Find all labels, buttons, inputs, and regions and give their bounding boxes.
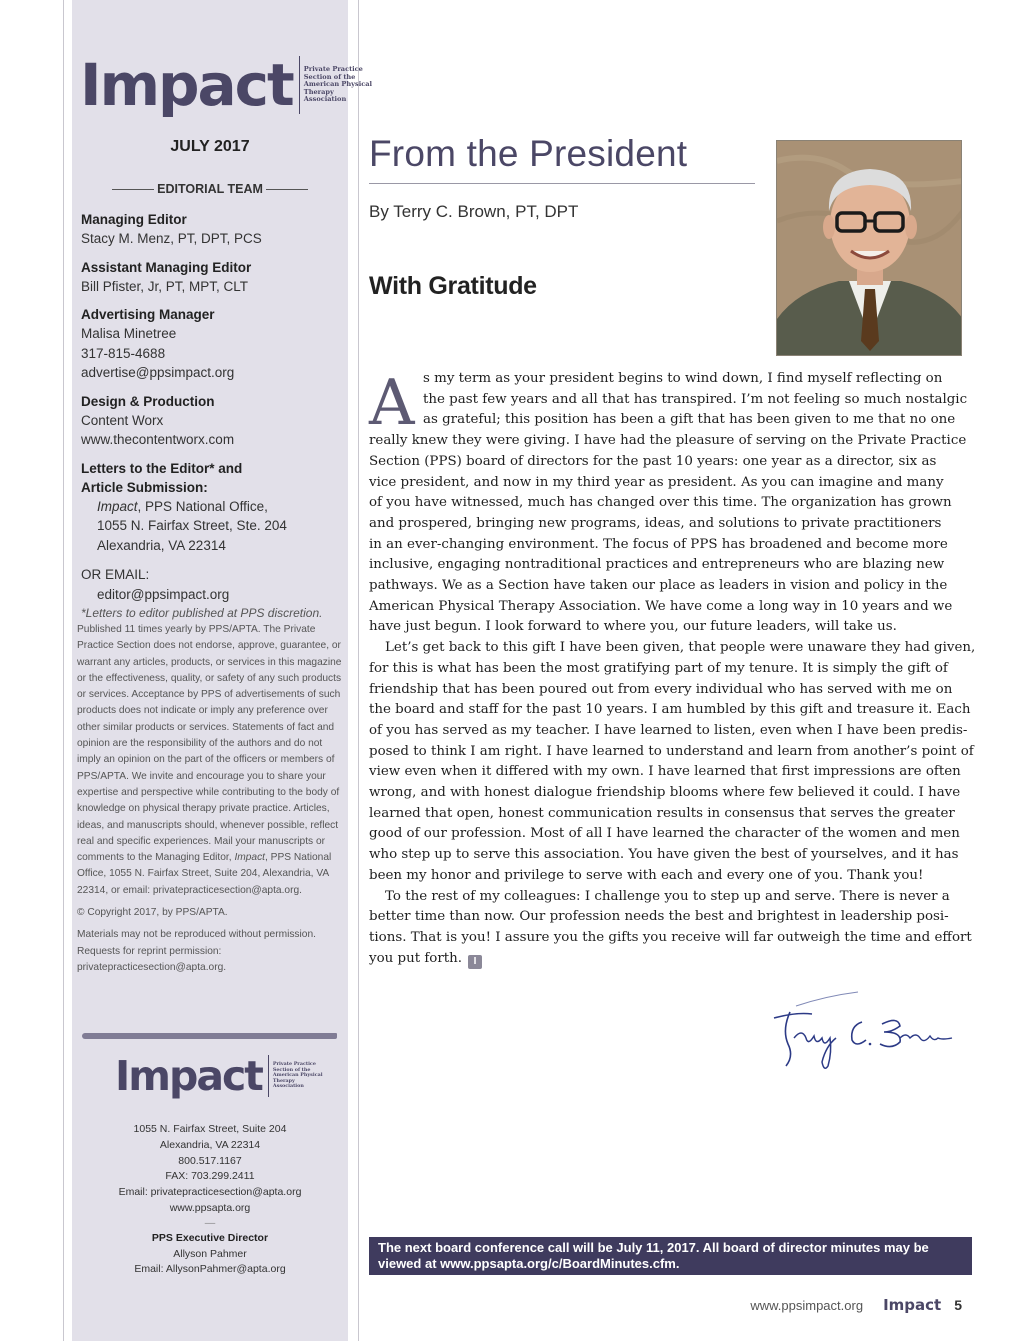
body-line: in an ever-changing environment. The focus of PPS has broadened and become more xyxy=(369,536,948,552)
body-line: have just begun. I look forward to where you, our future leaders, will take us. xyxy=(369,619,897,635)
logo-tagline: Private Practice Section of the American Physical Therapy Association xyxy=(303,65,373,104)
contact-phone: 800.517.1167 xyxy=(178,1154,242,1167)
footer-url[interactable]: www.ppsimpact.org xyxy=(750,1298,864,1313)
letters-title-line1: Letters to the Editor* and xyxy=(81,460,243,476)
role-email: advertise@ppsimpact.org xyxy=(81,365,235,380)
role-name: Malisa Minetree xyxy=(81,326,177,341)
column-divider xyxy=(358,0,359,1341)
body-line: posed to think I am right. I have learned to understand and learn from another’s point of xyxy=(369,743,974,759)
or-email-label: OR EMAIL: xyxy=(81,567,150,582)
editorial-team-heading: EDITORIAL TEAM xyxy=(112,182,308,196)
issue-date: JULY 2017 xyxy=(170,138,250,155)
role-title: Advertising Manager xyxy=(81,307,215,322)
body-line: pathways. We as a Section have taken our place as leaders in vision and policy in the xyxy=(369,578,948,594)
title-rule xyxy=(369,183,755,184)
letters-city: Alexandria, VA 22314 xyxy=(97,537,226,553)
body-line: wrong, and with honest dialogue friendship blooms where few believed it could. I have xyxy=(369,785,961,801)
page-number: 5 xyxy=(954,1297,962,1313)
author-portrait xyxy=(776,140,962,356)
exec-director-title: PPS Executive Director xyxy=(151,1231,269,1244)
byline: By Terry C. Brown, PT, DPT xyxy=(369,202,579,221)
logo-tagline: Private Practice Section of the American Physical Therapy Association xyxy=(272,1061,323,1090)
body-line: the board and staff for the past 10 years. I am humbled by this gift and treasure it. Each xyxy=(369,702,971,718)
body-line: been my honor and privilege to serve with each and every one of you. Thank you! xyxy=(369,867,924,883)
letters-submission xyxy=(81,459,343,623)
body-line: To the rest of my colleagues: I challenge you to step up and serve. There is never a xyxy=(385,888,950,904)
body-line: and prospered, bringing new programs, ideas, and solutions to private practitioners xyxy=(369,515,942,531)
drop-cap: A xyxy=(369,366,415,439)
body-line: tions. That is you! I assure you the gifts you receive will far outweigh the time and effort xyxy=(369,929,972,945)
contact-web: www.ppsapta.org xyxy=(169,1201,251,1214)
contact-street: 1055 N. Fairfax Street, Suite 204 xyxy=(133,1123,287,1135)
exec-director-email: Email: AllysonPahmer@apta.org xyxy=(134,1263,286,1276)
left-margin-rule xyxy=(63,0,64,1341)
body-line: inclusive, engaging nontraditional practices and entrepreneurs who are blazing new xyxy=(369,557,945,573)
body-line: as grateful; this position has been a gift that has been given to me that no one xyxy=(423,412,956,428)
body-line: really knew they were giving. I have had the pleasure of serving on the Private Practice xyxy=(369,433,967,449)
body-line: s my term as your president begins to wind down, I find myself reflecting on xyxy=(423,371,943,386)
letters-street: 1055 N. Fairfax Street, Ste. 204 xyxy=(97,518,287,533)
role-website: www.thecontentworx.com xyxy=(81,432,235,447)
role-phone: 317-815-4688 xyxy=(81,345,166,361)
contact-fax: FAX: 703.299.2411 xyxy=(165,1170,255,1183)
body-line: American Physical Therapy Association. We have come a long way in 10 years and we xyxy=(369,598,953,614)
letters-note: *Letters to editor published at PPS discretion. xyxy=(81,606,323,620)
end-mark-icon: I xyxy=(468,955,482,969)
author-signature xyxy=(766,982,962,1074)
board-call-callout: The next board conference call will be July 11, 2017. All board of director minutes may be viewed at www.ppsapta.org/c/BoardMinutes.cfm. xyxy=(369,1237,972,1275)
role-design-production xyxy=(81,392,343,450)
role-name: Stacy M. Menz, PT, DPT, PCS xyxy=(81,231,262,246)
letters-email: editor@ppsimpact.org xyxy=(97,586,230,602)
body-line: view even when it differed with my own. I have learned that first impressions are often xyxy=(369,764,961,780)
article-headline: With Gratitude xyxy=(369,272,537,300)
logo-wordmark: Impact xyxy=(115,1051,262,1100)
pps-contact-block xyxy=(72,1122,348,1278)
role-name: Bill Pfister, Jr, PT, MPT, CLT xyxy=(81,278,249,294)
exec-director-name: Allyson Pahmer xyxy=(173,1247,247,1260)
role-managing-editor xyxy=(81,210,343,249)
body-line: good of our profession. Most of all I have learned the character of the women and men xyxy=(369,826,960,842)
portrait-illustration xyxy=(777,141,962,356)
brush-stroke-divider xyxy=(82,1033,337,1039)
body-line: vice president, and now in my third year as president. As you can imagine and many xyxy=(369,474,944,490)
body-line: Let’s get back to this gift I have been given, that people were unaware they had given, xyxy=(385,640,976,656)
impact-logo-top xyxy=(80,51,374,119)
role-assistant-managing-editor xyxy=(81,258,343,297)
body-line: Section (PPS) board of directors for the past 10 years: one year as a director, six as xyxy=(369,453,937,469)
logo-divider xyxy=(299,56,300,114)
role-title: Assistant Managing Editor xyxy=(81,259,252,275)
disclaimer-text: Published 11 times yearly by PPS/APTA. The Private Practice Section does not endorse, approve, guarantee, or warrant any articles, products, or services in this magazine or the effectiveness, quality, or safety of any such products or services. Acceptance by PPS of advertisements of such products does not indicate or imply any preference over other similar products or services. Statements of fact and opinion are the responsibility of the authors and do not imply an opinion on the part of the officers or members of PPS/APTA. We invite and encourage you to share your expertise and perspective while contributing to the body of knowledge on physical therapy private practice. Articles, ideas, and manuscripts should, whenever possible, reflect real and specific experiences. Mail your manuscripts or comments to the Managing Editor, Impact, PPS National Office, 1055 N. Fairfax Street, Suite 204, Alexandria, VA 22314, or email: privatepracticesection@apta.org. xyxy=(77,624,342,896)
role-title: Managing Editor xyxy=(81,212,187,227)
role-advertising-manager xyxy=(81,305,343,383)
body-line: for this is what has been the most gratifying part of my tenure. It is simply the gift of xyxy=(369,660,948,676)
letters-office: Impact, PPS National Office, xyxy=(97,498,268,514)
letters-title-line2: Article Submission: xyxy=(81,479,208,495)
body-line: learned that open, honest communication results in consensus that serves the greater xyxy=(369,805,955,821)
page-footer xyxy=(750,1296,962,1314)
body-line: of you has served as my teacher. I have learned to listen, even when I have been predis- xyxy=(369,722,968,738)
role-name: Content Worx xyxy=(81,412,164,428)
contact-separator: — xyxy=(204,1216,216,1229)
logo-divider xyxy=(268,1055,269,1097)
footer-brand: Impact xyxy=(883,1296,942,1314)
role-title: Design & Production xyxy=(81,393,215,409)
editorial-team-list xyxy=(81,210,343,631)
body-line: friendship that has been poured out from every individual who has served with me on xyxy=(369,681,953,697)
copyright-text: © Copyright 2017, by PPS/APTA. xyxy=(77,907,228,919)
contact-city: Alexandria, VA 22314 xyxy=(159,1138,261,1151)
logo-wordmark: Impact xyxy=(80,51,293,119)
reprint-text: Materials may not be reproduced without permission. Requests for reprint permission: privatepracticesection@apta.org. xyxy=(77,929,316,973)
section-title: From the President xyxy=(369,133,688,174)
body-line: better time than now. Our profession needs the best and brightest in leadership posi- xyxy=(369,909,949,925)
article-body xyxy=(369,366,976,969)
impact-logo-bottom xyxy=(115,1051,323,1100)
body-line: who step up to serve this association. You have given the best of yourselves, and it has xyxy=(369,847,959,863)
contact-email: Email: privatepracticesection@apta.org xyxy=(118,1186,302,1199)
body-line-last: you put forth. I xyxy=(369,949,960,970)
body-line: the past few years and all that has transpired. I’m not feeling so much nostalgic xyxy=(423,391,968,407)
publication-disclaimer xyxy=(77,622,345,982)
body-line: of you have witnessed, much has changed over this time. The organization has grown xyxy=(369,495,952,511)
